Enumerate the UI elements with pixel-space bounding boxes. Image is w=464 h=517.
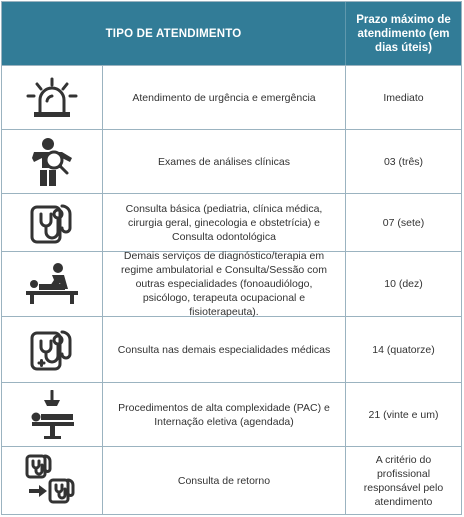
table-row [2, 382, 461, 446]
service-deadline-table [1, 1, 462, 515]
specialist-chart-icon [2, 317, 103, 382]
service-deadline: 21 (vinte e um) [368, 408, 439, 421]
type-column-header: TIPO DE ATENDIMENTO [2, 2, 346, 65]
service-type: Demais serviços de diagnóstico/terapia em regime ambulatorial e Consulta/Sessão com outras especialidades (fonoaudiólogo, psicólogo, terapeuta ocupacional e fisioterapeuta). [103, 252, 346, 316]
table-header [2, 2, 461, 65]
service-type: Consulta básica (pediatria, clínica médica, cirurgia geral, ginecologia e obstetrícia) e Consulta odontológica [103, 194, 346, 251]
table-row [2, 65, 461, 129]
return-consult-icon [2, 447, 103, 514]
service-deadline: Imediato [383, 91, 424, 104]
therapy-massage-icon [2, 252, 103, 316]
table-row [2, 193, 461, 251]
service-deadline: 07 (sete) [382, 216, 425, 229]
table-row [2, 129, 461, 193]
service-type: Procedimentos de alta complexidade (PAC) e Internação eletiva (agendada) [103, 383, 346, 446]
table-row [2, 316, 461, 382]
deadline-column-header: Prazo máximo de atendimento (em dias úteis) [356, 13, 451, 54]
emergency-siren-icon [2, 66, 103, 129]
surgery-table-icon [2, 383, 103, 446]
lab-exam-person-icon [2, 130, 103, 193]
table-row [2, 251, 461, 316]
stethoscope-chart-icon [2, 194, 103, 251]
service-type: Consulta nas demais especialidades médicas [103, 317, 346, 382]
service-deadline: 10 (dez) [384, 278, 423, 290]
service-type: Atendimento de urgência e emergência [103, 66, 346, 129]
table-row [2, 446, 461, 514]
service-deadline: A critério do profissional responsável pelo atendimento [363, 453, 444, 508]
service-deadline: 14 (quatorze) [372, 343, 435, 356]
service-deadline: 03 (três) [383, 155, 424, 168]
service-type: Exames de análises clínicas [103, 130, 346, 193]
service-type: Consulta de retorno [103, 447, 346, 514]
